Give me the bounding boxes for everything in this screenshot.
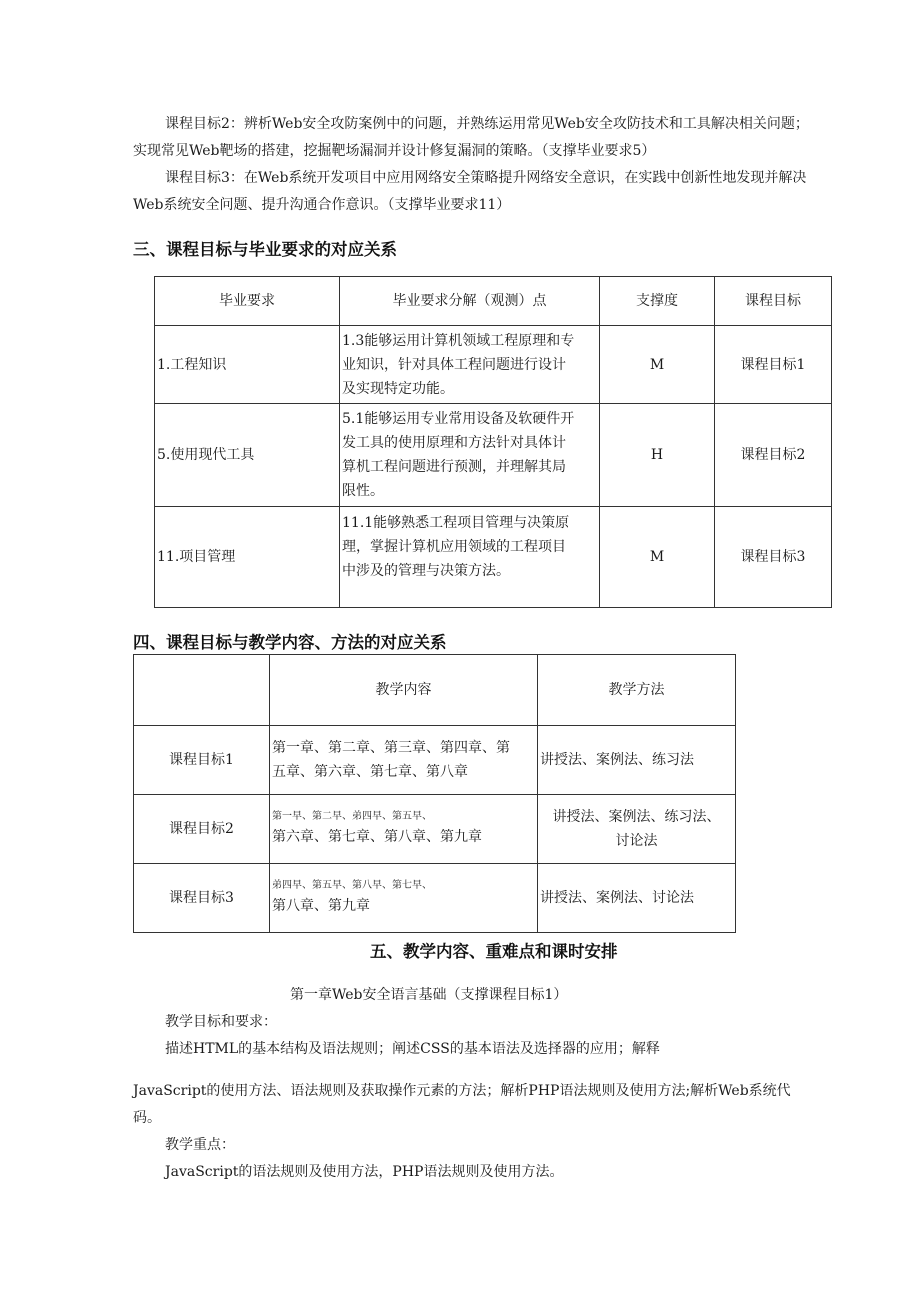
table-row: [155, 326, 832, 404]
content-small-line: 第一早、第二早、弟四早、第五早、: [272, 811, 432, 822]
objectives-line2: JavaScript的使用方法、语法规则及获取操作元素的方法；解析PHP语法规则及使用方法;解析Web系统代: [133, 1083, 791, 1099]
method-line: 讲授法、案例法、练习法、: [552, 809, 721, 825]
points-cell: [340, 326, 600, 404]
table-row: [155, 507, 832, 608]
req-cell: 11.项目管理: [155, 507, 340, 608]
header-cell: 教学方法: [538, 655, 736, 726]
points-line: 5.1能够运用专业常用设备及软硬件开: [342, 411, 575, 427]
degree-cell: M: [600, 507, 715, 608]
method-cell: [538, 795, 736, 864]
points-line: 算机工程问题进行预测，并理解其局: [342, 459, 566, 475]
table-header-row: [155, 277, 832, 326]
content-small-line: 弟四早、第五早、第八早、第七早、: [272, 880, 432, 891]
method-cell: [538, 864, 736, 933]
objectives-line3: 码。: [133, 1110, 161, 1126]
header-cell: [134, 655, 270, 726]
content-cell: [270, 795, 538, 864]
goal-cell: 课程目标1: [715, 326, 832, 404]
goal2-line2: 实现常见Web靶场的搭建，挖掘靶场漏洞并设计修复漏洞的策略。（支撑毕业要求5）: [133, 143, 656, 159]
key-label: 教学重点：: [165, 1137, 235, 1153]
points-line: 业知识，针对具体工程问题进行设计: [342, 356, 566, 373]
content-line: 第六章、第七章、第八章、第九章: [272, 829, 482, 845]
degree-cell: H: [600, 404, 715, 507]
table-row: [155, 404, 832, 507]
points-cell: [340, 404, 600, 507]
degree-cell: M: [600, 326, 715, 404]
header-cell: 毕业要求: [155, 277, 340, 326]
header-cell: 支撑度: [600, 277, 715, 326]
content-line: 第一章、第二章、第三章、第四章、第: [272, 740, 510, 756]
content-cell: [270, 726, 538, 795]
section4-title: 四、课程目标与教学内容、方法的对应关系: [133, 633, 447, 652]
goal2-line1: 课程目标2：辨析Web安全攻防案例中的问题，并熟练运用常见Web安全攻防技术和工具解决相关问题；: [165, 116, 809, 132]
goal3-line2: Web系统安全问题、提升沟通合作意识。（支撑毕业要求11）: [133, 197, 511, 213]
req-cell: 1.工程知识: [155, 326, 340, 404]
header-cell: 课程目标: [715, 277, 832, 326]
requirements-table: [154, 276, 832, 608]
table-row: [134, 795, 736, 864]
section5-title: 五、教学内容、重难点和课时安排: [370, 942, 618, 961]
table-row: [134, 726, 736, 795]
teaching-table: [133, 654, 736, 933]
objectives-line1: 描述HTML的基本结构及语法规则；阐述CSS的基本语法及选择器的应用；解释: [165, 1041, 660, 1057]
content-line: 第八章、第九章: [272, 898, 370, 914]
header-cell: 毕业要求分解（观测）点: [340, 277, 600, 326]
points-line: 中涉及的管理与决策方法。: [342, 563, 510, 579]
goal-cell: 课程目标2: [715, 404, 832, 507]
points-line: 发工具的使用原理和方法针对具体计: [342, 435, 566, 451]
key-text: JavaScript的语法规则及使用方法，PHP语法规则及使用方法。: [165, 1164, 564, 1180]
section3-title: 三、课程目标与毕业要求的对应关系: [133, 240, 397, 259]
points-cell: [340, 507, 600, 608]
points-line: 限性。: [342, 483, 384, 499]
content-line: 五章、第六章、第七章、第八章: [272, 764, 468, 780]
content-cell: [270, 864, 538, 933]
goal-cell: 课程目标2: [134, 795, 270, 864]
method-line: 讲授法、案例法、练习法: [540, 752, 694, 768]
table-row: [134, 864, 736, 933]
points-line: 及实现特定功能。: [342, 380, 454, 397]
header-cell: 教学内容: [270, 655, 538, 726]
objectives-label: 教学目标和要求：: [165, 1014, 277, 1030]
goal3-line1: 课程目标3：在Web系统开发项目中应用网络安全策略提升网络安全意识，在实践中创新性地发现并解决: [165, 170, 807, 186]
points-line: 11.1能够熟悉工程项目管理与决策原: [342, 515, 570, 531]
goal-cell: 课程目标3: [715, 507, 832, 608]
method-cell: [538, 726, 736, 795]
table-header-row: [134, 655, 736, 726]
goal-cell: 课程目标1: [134, 726, 270, 795]
points-line: 理，掌握计算机应用领域的工程项目: [342, 539, 566, 555]
method-line: 讲授法、案例法、讨论法: [540, 890, 694, 906]
req-cell: 5.使用现代工具: [155, 404, 340, 507]
points-line: 1.3能够运用计算机领域工程原理和专: [342, 332, 575, 349]
chapter-title: 第一章Web安全语言基础（支撑课程目标1）: [290, 987, 568, 1003]
goal-cell: 课程目标3: [134, 864, 270, 933]
method-line: 讨论法: [615, 833, 658, 849]
